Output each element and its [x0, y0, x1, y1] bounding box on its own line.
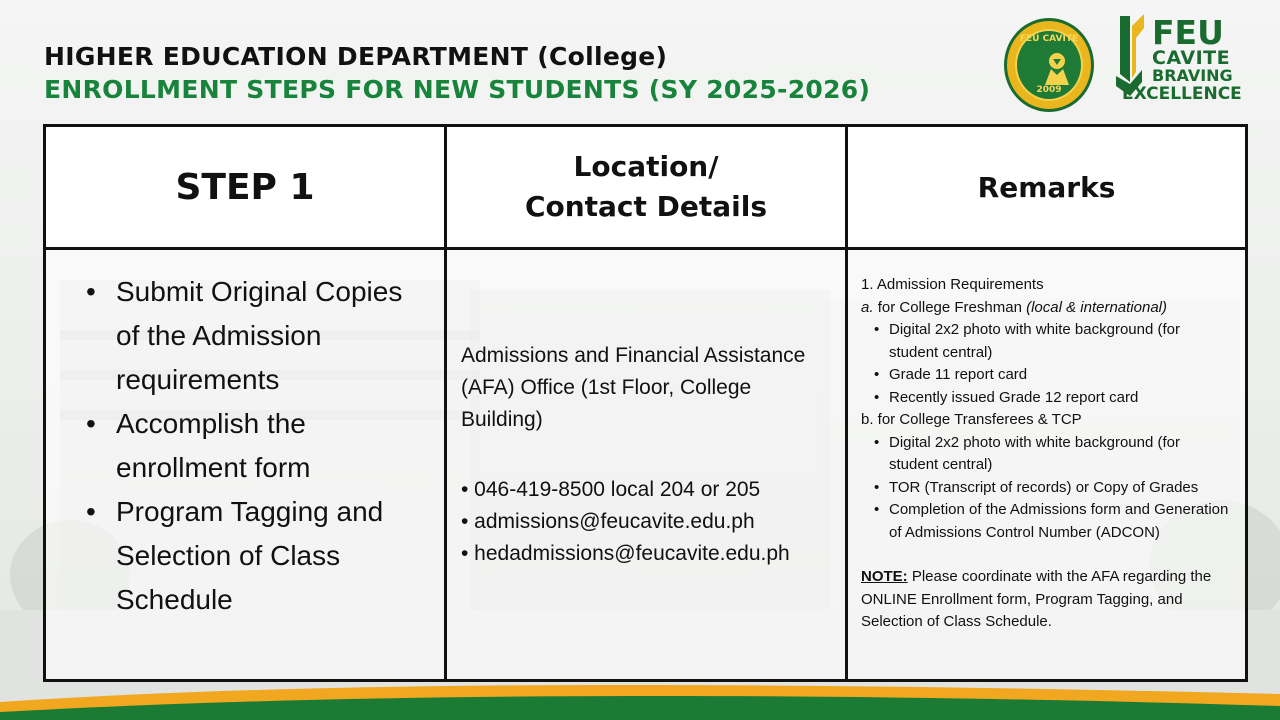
location-cell	[447, 250, 848, 679]
step-item: • Program Tagging and Selection of Class Schedule	[86, 490, 426, 622]
transferee-label: b. for College Transferees & TCP	[861, 411, 1082, 428]
header-cell-location	[447, 127, 848, 250]
department-title: HIGHER EDUCATION DEPARTMENT (College)	[44, 42, 668, 71]
feu-cavite-seal-logo	[1004, 18, 1094, 112]
bottom-wave-orange	[0, 680, 1280, 720]
brand-cavite-text: CAVITE	[1152, 47, 1231, 69]
brand-braving-text: BRAVING	[1152, 66, 1233, 85]
freshman-requirement: • Digital 2x2 photo with white background (for student central)	[861, 319, 1233, 364]
steps-list	[46, 250, 444, 622]
feu-cavite-brand-logo	[1114, 12, 1246, 104]
seal-figure-icon	[1039, 49, 1075, 87]
coordination-note	[861, 566, 1233, 634]
seal-top-text: FEU CAVITE	[1019, 34, 1079, 44]
contact-phone: • 046-419-8500 local 204 or 205	[461, 478, 761, 501]
note-label: NOTE:	[861, 568, 908, 585]
header-cell-step	[46, 127, 447, 250]
steps-cell	[46, 250, 447, 679]
enrollment-title: ENROLLMENT STEPS FOR NEW STUDENTS (SY 2025-2026)	[44, 75, 871, 104]
enrollment-steps-table	[43, 124, 1248, 682]
contact-email-admissions: • admissions@feucavite.edu.ph	[461, 510, 755, 533]
contact-email-hedadmissions: • hedadmissions@feucavite.edu.ph	[461, 542, 790, 565]
freshman-requirement: • Grade 11 report card	[861, 364, 1233, 387]
location-heading-line1: Location/	[573, 150, 719, 183]
seal-year-text: 2009	[1036, 85, 1062, 95]
brand-excellence-text: EXCELLENCE	[1122, 84, 1242, 104]
brand-feu-text: FEU	[1152, 13, 1224, 52]
freshman-requirement: • Recently issued Grade 12 report card	[861, 387, 1233, 410]
page-header	[44, 42, 870, 104]
office-location: Admissions and Financial Assistance (AFA) Office (1st Floor, College Building)	[461, 344, 806, 431]
remarks-heading: Remarks	[977, 170, 1116, 204]
location-heading-line2: Contact Details	[524, 190, 768, 223]
transferee-requirement: • TOR (Transcript of records) or Copy of Grades	[861, 477, 1233, 500]
note-text: Please coordinate with the AFA regarding the ONLINE Enrollment form, Program Tagging, and Selection of Class Schedule.	[861, 568, 1212, 630]
step-item: • Submit Original Copies of the Admission requirements	[86, 270, 426, 402]
freshman-label: a. for College Freshman (local & international)	[861, 298, 1167, 316]
step-item: • Accomplish the enrollment form	[86, 402, 426, 490]
transferee-requirement: • Completion of the Admissions form and Generation of Admissions Control Number (ADCON)	[861, 499, 1233, 544]
requirements-heading: 1. Admission Requirements	[861, 276, 1044, 293]
transferee-requirement: • Digital 2x2 photo with white background (for student central)	[861, 432, 1233, 477]
header-cell-remarks	[848, 127, 1245, 250]
contact-list	[461, 474, 831, 570]
step-heading: STEP 1	[175, 166, 315, 208]
remarks-cell	[848, 250, 1245, 679]
